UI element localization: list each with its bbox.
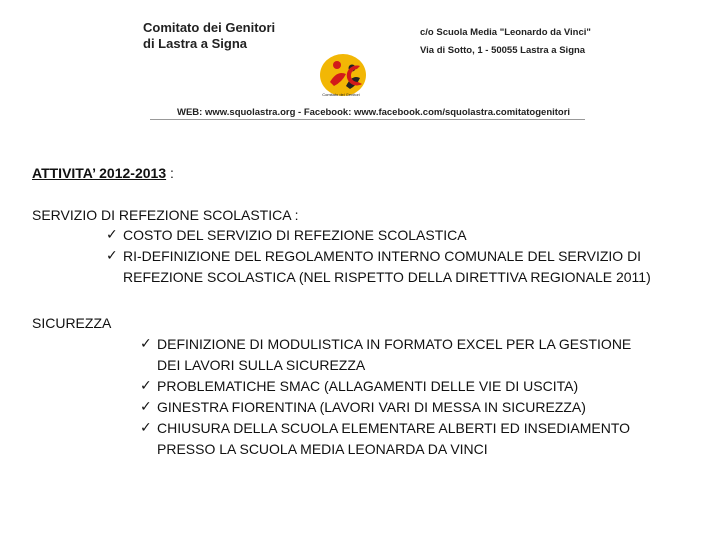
section-title-refezione: SERVIZIO DI REFEZIONE SCOLASTICA :	[32, 207, 299, 223]
school-name: "Leonardo da Vinci"	[499, 27, 591, 38]
list-item: ✓ CHIUSURA DELLA SCUOLA ELEMENTARE ALBERTI ED INSEDIAMENTO PRESSO LA SCUOLA MEDIA LEONARDA DA VINCI	[140, 420, 631, 457]
checkmark-icon: ✓	[140, 399, 152, 415]
checkmark-icon: ✓	[140, 420, 152, 436]
list-item: ✓ RI-DEFINIZIONE DEL REGOLAMENTO INTERNO COMUNALE DEL SERVIZIO DI REFEZIONE SCOLASTICA (NEL RISPETTO DELLA DIRETTIVA REGIONALE 2011)	[106, 248, 651, 285]
checkmark-icon: ✓	[106, 248, 118, 264]
committee-logo	[316, 52, 378, 100]
checkmark-icon: ✓	[140, 336, 152, 352]
checkmark-icon: ✓	[106, 227, 118, 243]
checkmark-icon: ✓	[140, 378, 152, 394]
sicurezza-items	[140, 334, 631, 460]
activities-heading: ATTIVITA’ 2012-2013 :	[32, 165, 174, 181]
list-item: ✓ COSTO DEL SERVIZIO DI REFEZIONE SCOLASTICA	[106, 225, 651, 246]
svg-text:Comitato dei Genitori: Comitato dei Genitori	[322, 92, 360, 97]
page-title: ATTIVITA’ 2012-2013	[32, 165, 167, 181]
web-links: WEB: www.squolastra.org - Facebook: www.facebook.com/squolastra.comitatogenitori	[177, 107, 571, 118]
logo-emblem-icon	[316, 52, 378, 100]
list-item: ✓ GINESTRA FIORENTINA (LAVORI VARI DI MESSA IN SICUREZZA)	[140, 397, 631, 418]
organization-name: Comitato dei Genitori di Lastra a Signa	[143, 20, 276, 51]
school-address-block: c/o Scuola Media "Leonardo da Vinci" Via di Sotto, 1 - 50055 Lastra a Signa	[420, 24, 591, 60]
header-divider	[150, 119, 585, 120]
school-address: Via di Sotto, 1 - 50055 Lastra a Signa	[420, 45, 586, 56]
list-item: ✓ DEFINIZIONE DI MODULISTICA IN FORMATO EXCEL PER LA GESTIONE DEI LAVORI SULLA SICUREZZA	[140, 336, 632, 373]
section-title-sicurezza: SICUREZZA	[32, 315, 112, 331]
list-item: ✓ PROBLEMATICHE SMAC (ALLAGAMENTI DELLE VIE DI USCITA)	[140, 376, 631, 397]
refezione-items	[106, 225, 651, 288]
